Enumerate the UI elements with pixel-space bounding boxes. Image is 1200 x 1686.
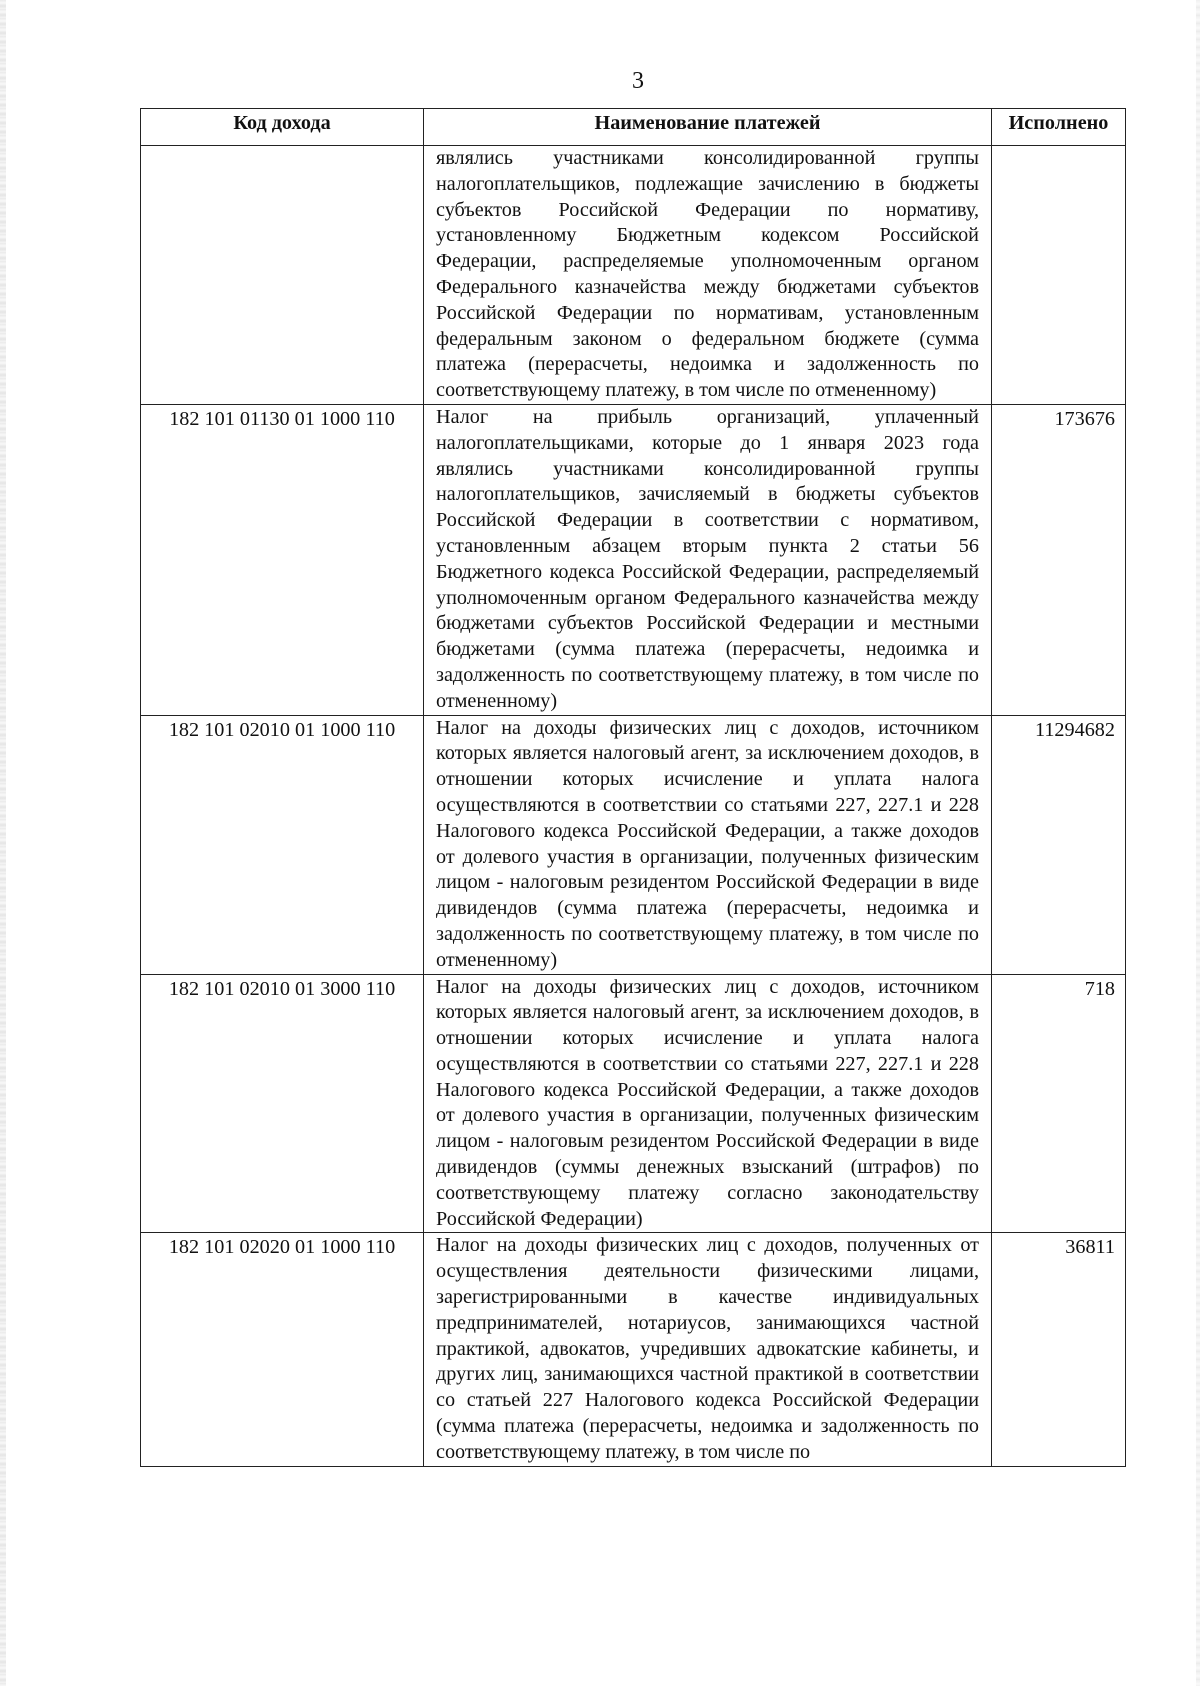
- executed-amount: 173676: [992, 404, 1126, 715]
- payment-name: Налог на доходы физических лиц с доходов, источником которых является налоговый агент, за исключением доходов, в отношении которых исчисление и уплата налога осуществляются в соответствии со статьями 227, 227.1 и 228 Налогового кодекса Российской Федерации, а также доходов от долевого участия в организации, полученных физическим лицом - налоговым резидентом Российской Федерации в виде дивидендов (сумма платежа (перерасчеты, недоимка и задолженность по соответствующему платежу, в том числе по отмененному): [424, 715, 992, 974]
- header-result: Исполнено: [992, 109, 1126, 146]
- page-number: 3: [632, 68, 644, 94]
- executed-amount: 36811: [992, 1233, 1126, 1466]
- executed-amount: [992, 146, 1126, 405]
- executed-amount: 718: [992, 974, 1126, 1233]
- header-name: Наименование платежей: [424, 109, 992, 146]
- table-body: [141, 146, 1126, 1467]
- scan-edge-right: [1196, 0, 1200, 1686]
- payment-name: Налог на прибыль организаций, уплаченный налогоплательщиками, которые до 1 января 2023 года являлись участниками консолидированной группы налогоплательщиков, зачисляемый в бюджеты субъектов Российской Федерации в соответствии с нормативом, установленным абзацем вторым пункта 2 статьи 56 Бюджетного кодекса Российской Федерации, распределяемый уполномоченным органом Федерального казначейства между бюджетами субъектов Российской Федерации и местными бюджетами (сумма платежа (перерасчеты, недоимка и задолженность по соответствующему платежу, в том числе по отмененному): [424, 404, 992, 715]
- revenue-table-container: [140, 108, 1125, 1467]
- revenue-table: [140, 108, 1126, 1467]
- payment-name: являлись участниками консолидированной группы налогоплательщиков, подлежащие зачислению в бюджеты субъектов Российской Федерации по нормативу, установленному Бюджетным кодексом Российской Федерации, распределяемые уполномоченным органом Федерального казначейства между бюджетами субъектов Российской Федерации по нормативам, установленным федеральным законом о федеральном бюджете (сумма платежа (перерасчеты, недоимка и задолженность по соответствующему платежу, в том числе по отмененному): [424, 146, 992, 405]
- table-row: [141, 715, 1126, 974]
- revenue-code: 182 101 02010 01 1000 110: [141, 715, 424, 974]
- revenue-code: 182 101 01130 01 1000 110: [141, 404, 424, 715]
- table-header: [141, 109, 1126, 146]
- revenue-code: 182 101 02020 01 1000 110: [141, 1233, 424, 1466]
- payment-name: Налог на доходы физических лиц с доходов, полученных от осуществления деятельности физическими лицами, зарегистрированными в качестве индивидуальных предпринимателей, нотариусов, занимающихся частной практикой, адвокатов, учредивших адвокатские кабинеты, и других лиц, занимающихся частной практикой в соответствии со статьей 227 Налогового кодекса Российской Федерации (сумма платежа (перерасчеты, недоимка и задолженность по соответствующему платежу, в том числе по: [424, 1233, 992, 1466]
- header-row: [141, 109, 1126, 146]
- scan-edge-left: [0, 0, 6, 1686]
- table-row: [141, 974, 1126, 1233]
- table-row: [141, 404, 1126, 715]
- table-row: [141, 1233, 1126, 1466]
- revenue-code: [141, 146, 424, 405]
- payment-name: Налог на доходы физических лиц с доходов, источником которых является налоговый агент, за исключением доходов, в отношении которых исчисление и уплата налога осуществляются в соответствии со статьями 227, 227.1 и 228 Налогового кодекса Российской Федерации, а также доходов от долевого участия в организации, полученных физическим лицом - налоговым резидентом Российской Федерации в виде дивидендов (суммы денежных взысканий (штрафов) по соответствующему платежу согласно законодательству Российской Федерации): [424, 974, 992, 1233]
- table-row: [141, 146, 1126, 405]
- header-code: Код дохода: [141, 109, 424, 146]
- revenue-code: 182 101 02010 01 3000 110: [141, 974, 424, 1233]
- executed-amount: 11294682: [992, 715, 1126, 974]
